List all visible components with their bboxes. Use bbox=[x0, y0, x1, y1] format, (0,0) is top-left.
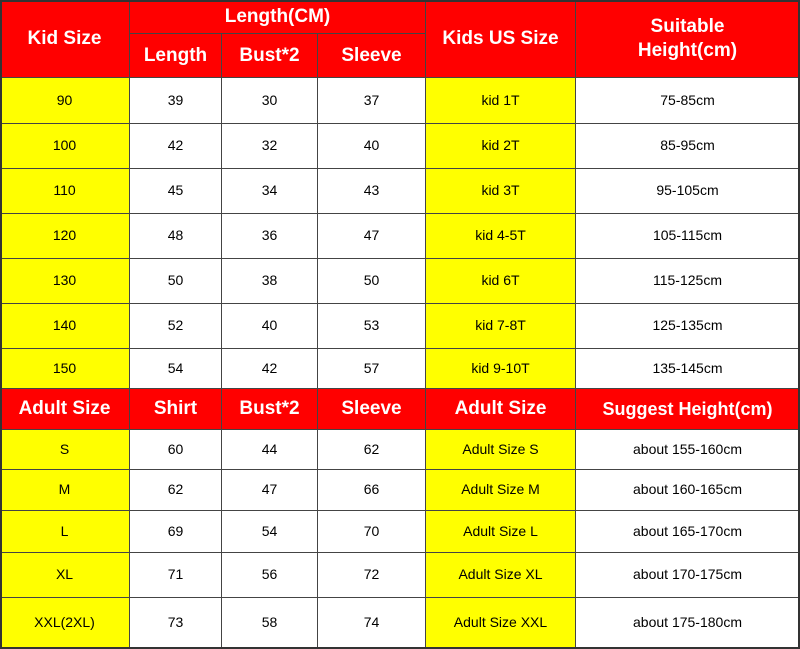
kid-cell-size: 110 bbox=[0, 169, 130, 214]
kid-cell-length: 54 bbox=[130, 349, 222, 389]
kid-cell-height: 115-125cm bbox=[576, 259, 800, 304]
header-adult-bust: Bust*2 bbox=[222, 389, 318, 430]
header-kids-us-size: Kids US Size bbox=[426, 0, 576, 78]
kid-cell-height: 135-145cm bbox=[576, 349, 800, 389]
kid-cell-length: 45 bbox=[130, 169, 222, 214]
kid-cell-length: 50 bbox=[130, 259, 222, 304]
header-kid-size: Kid Size bbox=[0, 0, 130, 78]
header-length: Length bbox=[130, 34, 222, 78]
kid-cell-height: 105-115cm bbox=[576, 214, 800, 259]
header-suggest-height: Suggest Height(cm) bbox=[576, 389, 800, 430]
kid-cell-size: 120 bbox=[0, 214, 130, 259]
header-length-cm: Length(CM) bbox=[130, 0, 426, 34]
header-adult-sleeve: Sleeve bbox=[318, 389, 426, 430]
adult-cell-height: about 165-170cm bbox=[576, 511, 800, 553]
adult-cell-shirt: 73 bbox=[130, 598, 222, 649]
kid-cell-sleeve: 43 bbox=[318, 169, 426, 214]
kid-cell-height: 125-135cm bbox=[576, 304, 800, 349]
adult-cell-height: about 170-175cm bbox=[576, 553, 800, 598]
adult-cell-bust: 47 bbox=[222, 470, 318, 511]
kid-cell-us: kid 2T bbox=[426, 124, 576, 169]
adult-cell-sleeve: 74 bbox=[318, 598, 426, 649]
header-suitable-height-line1: Suitable bbox=[650, 15, 725, 37]
adult-cell-shirt: 69 bbox=[130, 511, 222, 553]
adult-cell-sleeve: 70 bbox=[318, 511, 426, 553]
adult-cell-size: XXL(2XL) bbox=[0, 598, 130, 649]
kid-cell-length: 48 bbox=[130, 214, 222, 259]
kid-cell-length: 52 bbox=[130, 304, 222, 349]
adult-cell-adult: Adult Size XXL bbox=[426, 598, 576, 649]
kid-cell-bust: 40 bbox=[222, 304, 318, 349]
kid-cell-bust: 32 bbox=[222, 124, 318, 169]
header-shirt: Shirt bbox=[130, 389, 222, 430]
kid-cell-size: 150 bbox=[0, 349, 130, 389]
kid-cell-us: kid 7-8T bbox=[426, 304, 576, 349]
adult-cell-size: S bbox=[0, 430, 130, 470]
adult-cell-bust: 56 bbox=[222, 553, 318, 598]
kid-cell-height: 75-85cm bbox=[576, 78, 800, 124]
adult-cell-sleeve: 66 bbox=[318, 470, 426, 511]
kid-cell-size: 100 bbox=[0, 124, 130, 169]
kid-cell-us: kid 6T bbox=[426, 259, 576, 304]
kid-cell-sleeve: 37 bbox=[318, 78, 426, 124]
adult-cell-size: L bbox=[0, 511, 130, 553]
kid-cell-size: 140 bbox=[0, 304, 130, 349]
kid-cell-bust: 38 bbox=[222, 259, 318, 304]
kid-cell-height: 85-95cm bbox=[576, 124, 800, 169]
kid-cell-sleeve: 57 bbox=[318, 349, 426, 389]
kid-cell-height: 95-105cm bbox=[576, 169, 800, 214]
kid-cell-size: 130 bbox=[0, 259, 130, 304]
adult-cell-shirt: 62 bbox=[130, 470, 222, 511]
adult-cell-sleeve: 62 bbox=[318, 430, 426, 470]
adult-cell-size: M bbox=[0, 470, 130, 511]
adult-cell-size: XL bbox=[0, 553, 130, 598]
kid-cell-sleeve: 47 bbox=[318, 214, 426, 259]
adult-cell-sleeve: 72 bbox=[318, 553, 426, 598]
adult-cell-height: about 160-165cm bbox=[576, 470, 800, 511]
adult-cell-height: about 155-160cm bbox=[576, 430, 800, 470]
adult-cell-adult: Adult Size XL bbox=[426, 553, 576, 598]
kid-cell-us: kid 9-10T bbox=[426, 349, 576, 389]
kid-cell-sleeve: 53 bbox=[318, 304, 426, 349]
kid-cell-length: 39 bbox=[130, 78, 222, 124]
adult-cell-adult: Adult Size S bbox=[426, 430, 576, 470]
adult-cell-bust: 58 bbox=[222, 598, 318, 649]
kid-cell-us: kid 3T bbox=[426, 169, 576, 214]
adult-cell-height: about 175-180cm bbox=[576, 598, 800, 649]
header-suitable-height-line2: Height(cm) bbox=[637, 39, 738, 61]
kid-cell-bust: 42 bbox=[222, 349, 318, 389]
adult-cell-shirt: 71 bbox=[130, 553, 222, 598]
adult-cell-adult: Adult Size M bbox=[426, 470, 576, 511]
kid-cell-bust: 30 bbox=[222, 78, 318, 124]
kid-cell-size: 90 bbox=[0, 78, 130, 124]
kid-cell-sleeve: 50 bbox=[318, 259, 426, 304]
header-suitable-height bbox=[576, 0, 800, 78]
kid-cell-sleeve: 40 bbox=[318, 124, 426, 169]
adult-cell-shirt: 60 bbox=[130, 430, 222, 470]
kid-cell-us: kid 1T bbox=[426, 78, 576, 124]
kid-cell-length: 42 bbox=[130, 124, 222, 169]
header-sleeve: Sleeve bbox=[318, 34, 426, 78]
kid-cell-bust: 36 bbox=[222, 214, 318, 259]
adult-cell-bust: 54 bbox=[222, 511, 318, 553]
adult-cell-adult: Adult Size L bbox=[426, 511, 576, 553]
header-bust: Bust*2 bbox=[222, 34, 318, 78]
adult-cell-bust: 44 bbox=[222, 430, 318, 470]
kid-cell-us: kid 4-5T bbox=[426, 214, 576, 259]
header-adult-size-2: Adult Size bbox=[426, 389, 576, 430]
header-adult-size: Adult Size bbox=[0, 389, 130, 430]
kid-cell-bust: 34 bbox=[222, 169, 318, 214]
